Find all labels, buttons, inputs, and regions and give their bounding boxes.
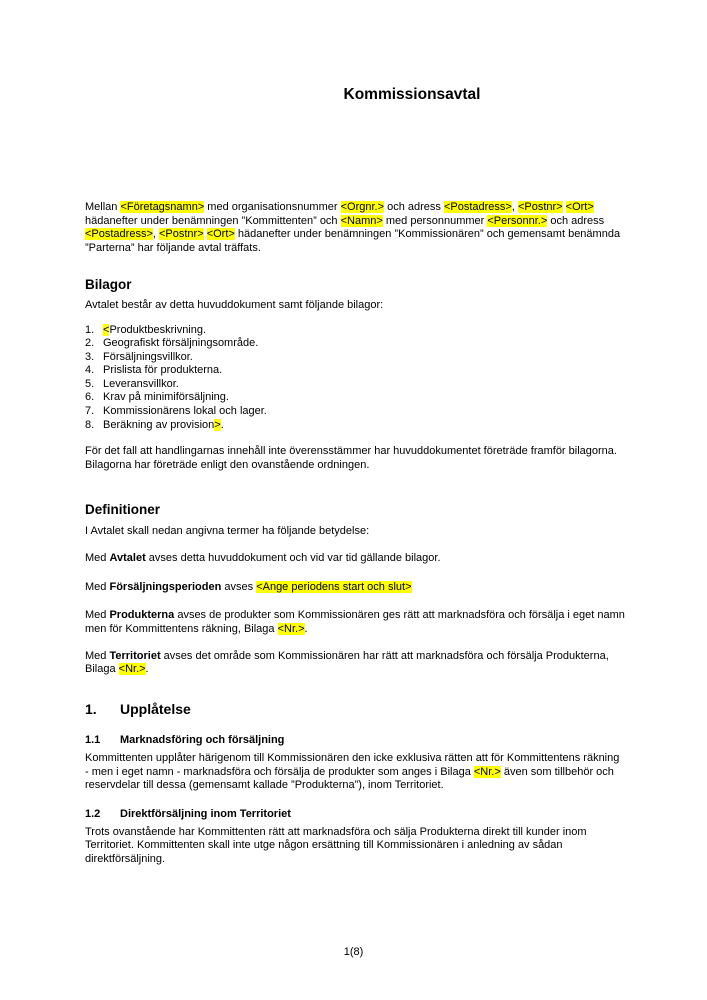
- bilagor-heading: Bilagor: [85, 277, 132, 292]
- text-run: med organisationsnummer: [204, 201, 341, 213]
- list-item-text: [103, 405, 267, 419]
- text-run: Med: [85, 580, 110, 593]
- definition-paragraph-produkterna: [85, 609, 625, 636]
- text-run: Leveransvillkor.: [103, 377, 179, 390]
- text-run: Prislista för produkterna.: [103, 364, 223, 377]
- placeholder-highlight: <Postnr>: [159, 228, 204, 240]
- subsection-1-2-body: [85, 826, 625, 867]
- list-item: [85, 419, 625, 433]
- bold-term: Produkterna: [109, 609, 175, 622]
- list-item: [85, 324, 625, 338]
- document-body: [85, 0, 625, 866]
- list-item: [85, 378, 625, 392]
- text-run: avses detta huvuddokument och vid var tid gällande bilagor.: [145, 551, 441, 564]
- list-item-number: 5.: [85, 377, 95, 390]
- list-item-number: 7.: [85, 405, 95, 418]
- subsection-title: Marknadsföring och försäljning: [120, 733, 285, 746]
- text-run: Produktbeskrivning.: [109, 323, 207, 336]
- text-run: Försäljningsvillkor.: [103, 350, 193, 363]
- text-run: Beräkning av provision: [103, 418, 215, 431]
- list-item: [85, 391, 625, 405]
- section-1-heading: [85, 701, 625, 718]
- text-run: avses det område som Kommissionären har rätt att marknadsföra och försälja Produkterna, Bilaga: [85, 649, 609, 676]
- text-run: .: [220, 418, 224, 431]
- list-item: [85, 351, 625, 365]
- definition-paragraph-forsaljningsperioden: [85, 581, 625, 595]
- bold-term: Försäljningsperioden: [109, 580, 222, 593]
- text-run: även som tillbehör och reservdelar till dessa (gemensamt kallade ”Produkterna”), inom Territoriet.: [85, 765, 614, 792]
- bilagor-lead: Avtalet består av detta huvuddokument samt följande bilagor:: [85, 299, 384, 311]
- text-run: hädanefter under benämningen ”Kommittenten” och: [85, 214, 341, 227]
- definitioner-heading: Definitioner: [85, 502, 161, 518]
- bold-term: Avtalet: [109, 551, 146, 564]
- placeholder-highlight: >: [214, 418, 221, 431]
- text-run: ,: [152, 228, 159, 240]
- list-item-text: [103, 378, 179, 392]
- text-run: Med: [85, 551, 110, 564]
- subsection-1-1-heading: [85, 734, 625, 748]
- text-run: och adress: [547, 214, 605, 227]
- text-run: .: [145, 663, 149, 676]
- subsection-number: 1.2: [85, 808, 101, 821]
- placeholder-highlight: <Postadress>: [443, 201, 512, 213]
- text-run: Med: [85, 609, 110, 622]
- definition-paragraph-avtalet: [85, 552, 625, 566]
- list-item-number: 6.: [85, 391, 95, 404]
- list-item-number: 4.: [85, 364, 95, 377]
- placeholder-highlight: <Nr.>: [473, 765, 501, 778]
- list-item: [85, 364, 625, 378]
- list-item-number: 3.: [85, 350, 95, 363]
- placeholder-highlight: <Ange periodens start och slut>: [256, 580, 412, 593]
- placeholder-highlight: <Postadress>: [85, 228, 153, 240]
- list-item-text: [103, 324, 206, 338]
- list-item-text: [103, 351, 193, 365]
- list-item: [85, 405, 625, 419]
- list-item-number: 2.: [85, 337, 95, 350]
- text-run: .: [304, 622, 308, 635]
- placeholder-highlight: <Personnr.>: [487, 214, 548, 227]
- text-run: hädanefter under benämningen ”Kommissionären” och gemensamt benämnda ”Parterna” har följande avtal träffats.: [85, 228, 621, 254]
- placeholder-highlight: <: [103, 323, 110, 336]
- text-run: avses: [221, 580, 257, 593]
- list-item-text: [103, 364, 222, 378]
- text-run: ,: [511, 201, 518, 213]
- section-number: 1.: [85, 700, 97, 717]
- placeholder-highlight: <Företagsnamn>: [120, 201, 205, 213]
- placeholder-highlight: <Ort>: [565, 201, 594, 213]
- text-run: Geografiskt försäljningsområde.: [103, 337, 259, 350]
- text-run: och adress: [384, 201, 444, 213]
- list-item-text: [103, 419, 224, 433]
- list-item-text: [103, 337, 258, 351]
- text-run: Kommittenten upplåter härigenom till Kommissionären den icke exklusiva rätten att för Kommittentens räkning - men i eget namn - marknadsföra och försälja de produkter som anges i Bilaga: [85, 752, 620, 778]
- placeholder-highlight: <Nr.>: [277, 622, 305, 635]
- intro-paragraph: [85, 201, 625, 255]
- placeholder-highlight: <Orgnr.>: [340, 201, 385, 213]
- list-item: [85, 337, 625, 351]
- definition-paragraph-territoriet: [85, 650, 625, 677]
- page-number: 1(8): [343, 946, 364, 958]
- subsection-1-1-body: [85, 752, 625, 793]
- text-run: Kommissionärens lokal och lager.: [103, 405, 267, 418]
- placeholder-highlight: <Nr.>: [118, 663, 146, 676]
- text-run: Med: [85, 649, 110, 662]
- document-title: Kommissionsavtal: [343, 86, 481, 103]
- placeholder-highlight: <Namn>: [340, 214, 383, 227]
- subsection-number: 1.1: [85, 733, 101, 746]
- text-run: Trots ovanstående har Kommittenten rätt att marknadsföra och sälja Produkterna direkt till kunder inom Territoriet. Kommittenten skall inte utge någon ersättning till Kommissionären i anledning av sådan direktförsäljning.: [85, 825, 587, 865]
- placeholder-highlight: <Ort>: [206, 228, 235, 240]
- list-item-number: 8.: [85, 418, 95, 431]
- precedence-paragraph: För det fall att handlingarnas innehåll inte överensstämmer har huvuddokumentet företräde framför bilagorna. Bilagorna har företräde enligt den ovanstående ordningen.: [85, 445, 617, 471]
- text-run: Krav på minimiförsäljning.: [103, 391, 229, 404]
- list-item-text: [103, 391, 229, 405]
- definitioner-lead: I Avtalet skall nedan angivna termer ha följande betydelse:: [85, 525, 370, 538]
- text-run: med personnummer: [382, 214, 488, 227]
- bold-term: Territoriet: [109, 649, 161, 662]
- subsection-1-2-heading: [85, 808, 625, 822]
- placeholder-highlight: <Postnr>: [517, 201, 563, 213]
- text-run: avses de produkter som Kommissionären ges rätt att marknadsföra och försälja i eget namn men för Kommittentens räkning, Bilaga: [85, 609, 625, 635]
- bilagor-list: [85, 324, 625, 433]
- section-title: Upplåtelse: [120, 700, 191, 717]
- list-item-number: 1.: [85, 323, 95, 336]
- text-run: Mellan: [85, 201, 121, 213]
- subsection-title: Direktförsäljning inom Territoriet: [120, 808, 291, 821]
